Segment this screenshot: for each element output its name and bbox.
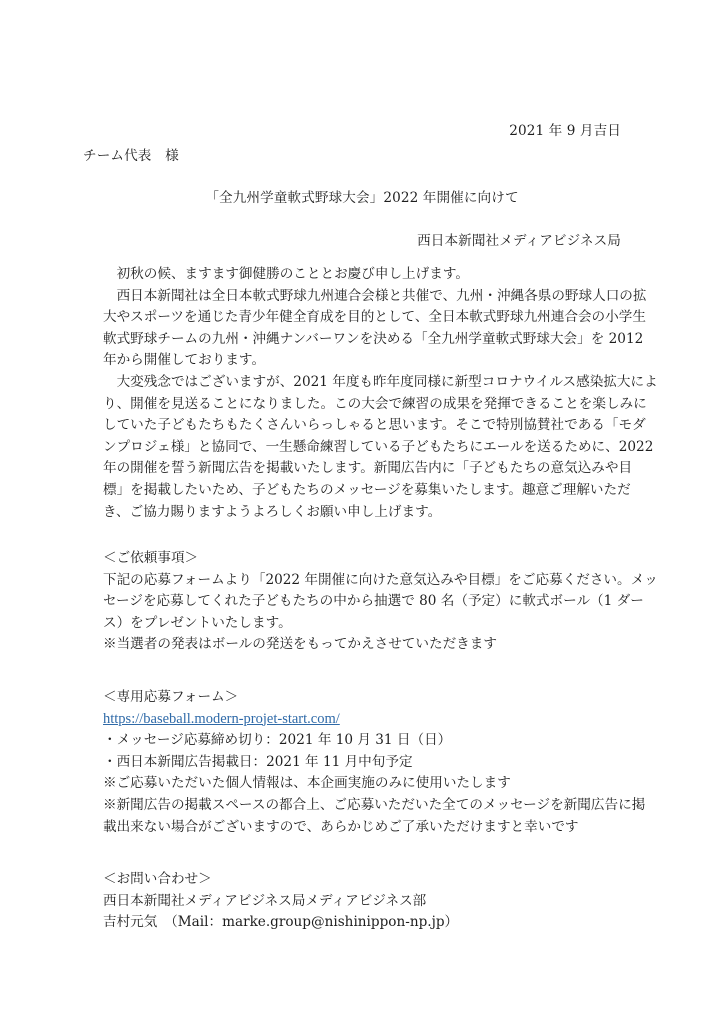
body-line: き、ご協力賜りますようよろしくお願い申し上げます。 <box>103 503 442 520</box>
body-line: 大やスポーツを通じた青少年健全育成を目的として、全日本軟式野球九州連合会の小学生 <box>103 309 646 326</box>
request-line: ス）をプレゼントいたします。 <box>103 614 292 631</box>
form-line: ・西日本新聞広告掲載日：2021 年 11 月中旬予定 <box>103 753 413 770</box>
form-section <box>103 687 646 838</box>
body-line: 軟式野球チームの九州・沖縄ナンバーワンを決める「全九州学童軟式野球大会」を 2012 <box>103 330 644 347</box>
body-line: 西日本新聞社は全日本軟式野球九州連合会様と共催で、九州・沖縄各県の野球人口の拡 <box>103 287 647 304</box>
sender-name: 西日本新聞社メディアビジネス局 <box>417 233 621 249</box>
body-line: り、開催を見送ることになりました。この大会で練習の成果を発揮できることを楽しみに <box>103 395 647 412</box>
body-line: 年から開催しております。 <box>103 352 266 369</box>
form-line: ※ご応募いただいた個人情報は、本企画実施のみに使用いたします <box>103 775 511 792</box>
request-section <box>103 548 658 656</box>
form-line: ※新聞広告の掲載スペースの都合上、ご応募いただいた全てのメッセージを新聞広告に掲 <box>103 796 646 813</box>
letter-title: 「全九州学童軟式野球大会」2022 年開催に向けて <box>205 190 519 206</box>
form-line: ・メッセージ応募締め切り：2021 年 10 月 31 日（日） <box>103 732 452 749</box>
body-line: 大変残念ではございますが、2021 年度も昨年度同様に新型コロナウイルス感染拡大によ <box>103 373 658 390</box>
request-line: 下記の応募フォームより「2022 年開催に向けた意気込みや目標」をご応募ください。メッ <box>103 571 658 588</box>
contact-section <box>103 869 621 934</box>
request-line: ※当選者の発表はボールの発送をもってかえさせていただきます <box>103 636 497 653</box>
body-line: ンプロジェ様」と協同で、一生懸命練習している子どもたちにエールを送るために、2022 <box>103 438 654 455</box>
letter-body <box>103 264 658 523</box>
request-line: セージを応募してくれた子どもたちの中から抽選で 80 名（予定）に軟式ボール（1 ダー <box>103 593 644 610</box>
letter-date: 2021 年 9 月吉日 <box>509 123 621 139</box>
contact-person: 吉村元気 （Mail：marke.group@nishinippon-np.jp） <box>103 914 459 931</box>
addressee: チーム代表 様 <box>83 148 179 164</box>
body-line: 年の開催を誓う新聞広告を掲載いたします。新聞広告内に「子どもたちの意気込みや目 <box>103 460 633 477</box>
body-line: していた子どもたちもたくさんいらっしゃると思います。そこで特別協賛社である「モダ <box>103 417 646 434</box>
request-heading: ＜ご依頼事項＞ <box>103 550 199 566</box>
form-url-link[interactable]: https://baseball.modern-projet-start.com/ <box>103 710 340 727</box>
form-line: 載出来ない場合がございますので、あらかじめご了承いただけますと幸いです <box>103 818 579 835</box>
contact-heading: ＜お問い合わせ＞ <box>103 871 212 887</box>
body-line: 標」を掲載したいため、子どもたちのメッセージを募集いたします。趣意ご理解いただ <box>103 481 631 498</box>
contact-department: 西日本新聞社メディアビジネス局メディアビジネス部 <box>103 892 427 909</box>
form-heading: ＜専用応募フォーム＞ <box>103 689 239 705</box>
body-line: 初秋の候、ますます御健勝のこととお慶び申し上げます。 <box>103 266 469 282</box>
